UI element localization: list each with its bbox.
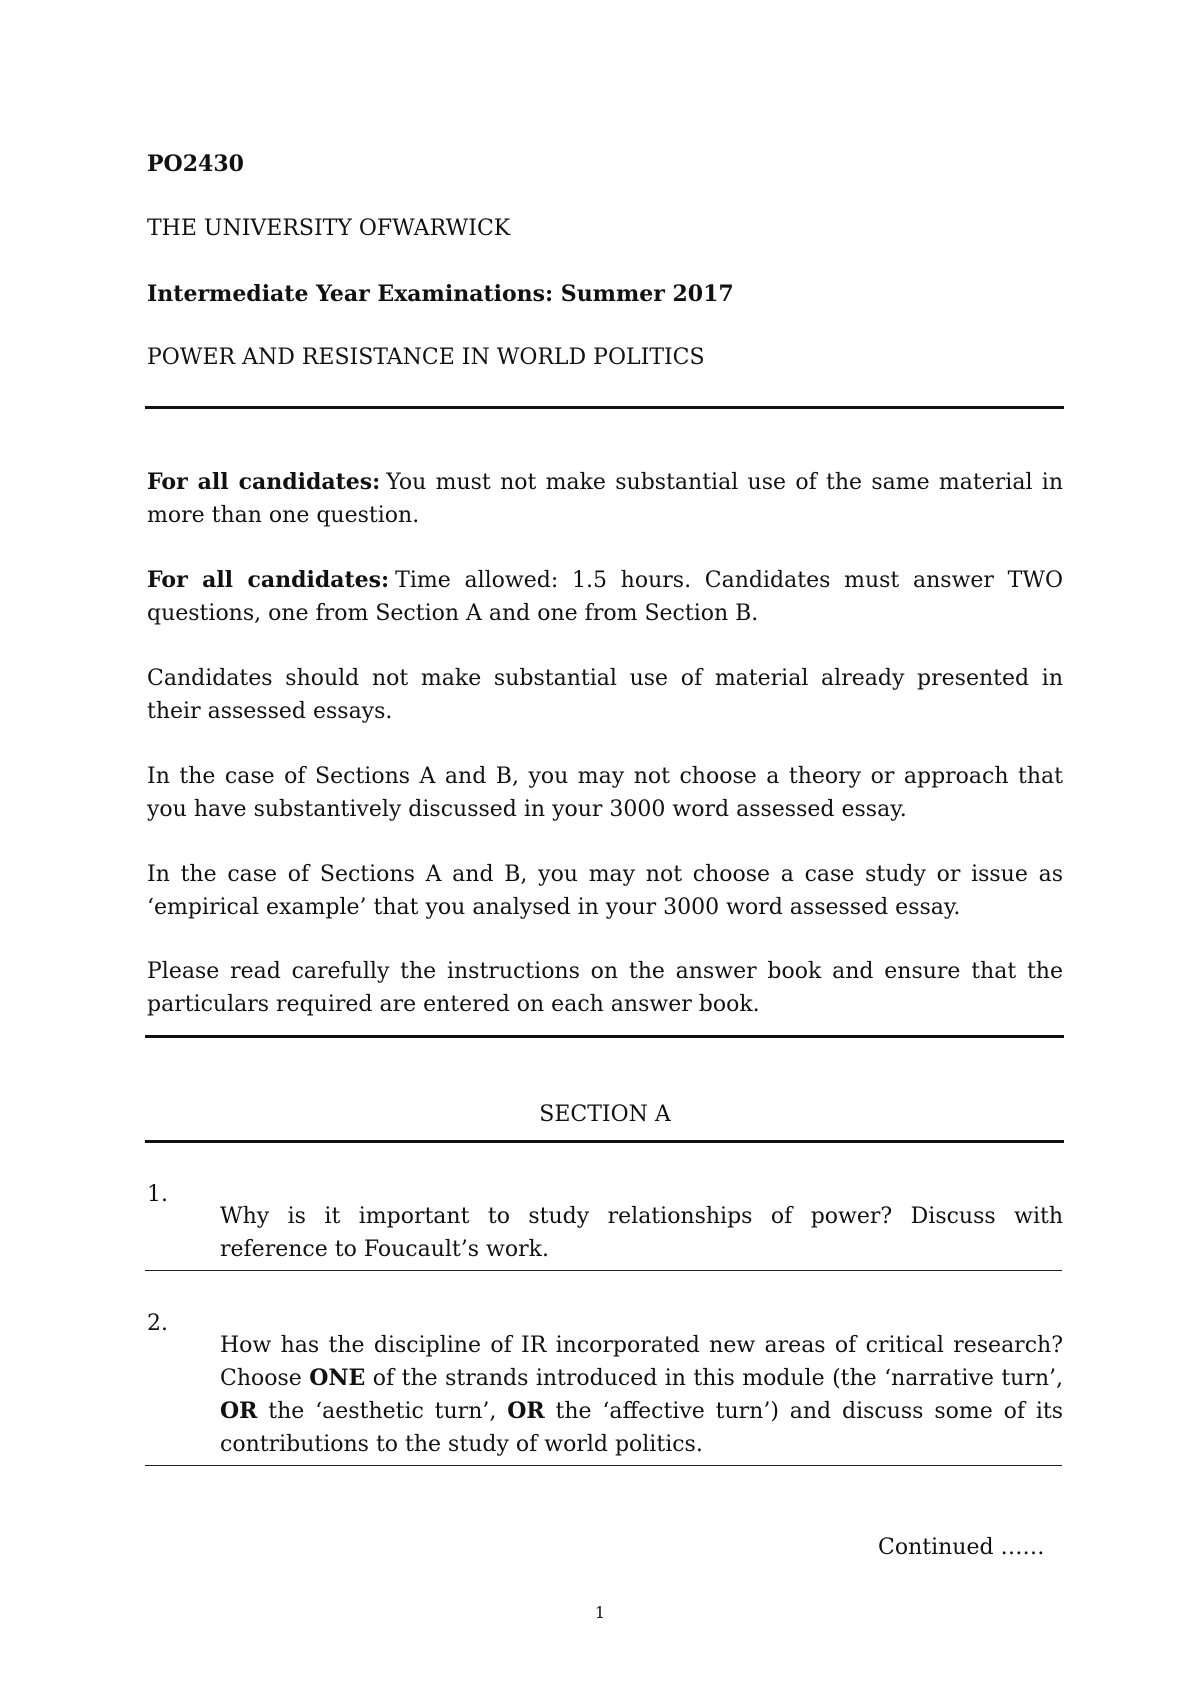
- question-2-part-4: the ‘affective turn’) and discuss some of its contributions to the study of world politics.: [220, 1399, 1063, 1457]
- question-2-emphasis-or-2: OR: [507, 1398, 545, 1424]
- page-number: 1: [594, 1603, 606, 1622]
- instruction-3: Candidates should not make substantial use of material already presented in their assessed essays.: [147, 666, 1063, 724]
- instruction-1: [147, 466, 1063, 532]
- question-2-text: [220, 1329, 1063, 1461]
- instruction-1-lead: For all candidates:: [147, 469, 381, 495]
- section-title: SECTION A: [539, 1102, 671, 1127]
- divider-section-bottom: [145, 1140, 1064, 1143]
- exam-title: Intermediate Year Examinations: Summer 2017: [147, 281, 734, 307]
- module-title: POWER AND RESISTANCE IN WORLD POLITICS: [147, 345, 705, 370]
- instruction-5: In the case of Sections A and B, you may not choose a case study or issue as ‘empirical example’ that you analysed in your 3000 word assessed essay.: [147, 862, 1063, 920]
- question-divider-2: [145, 1465, 1062, 1466]
- instruction-6: Please read carefully the instructions on the answer book and ensure that the particulars required are entered on each answer book.: [147, 959, 1063, 1017]
- question-2-emphasis-one: ONE: [309, 1365, 366, 1391]
- question-1-text: Why is it important to study relationships of power? Discuss with reference to Foucault’s work.: [220, 1204, 1063, 1262]
- question-2-part-2: of the strands introduced in this module (the ‘narrative turn’,: [365, 1366, 1064, 1391]
- instruction-2: [147, 564, 1063, 630]
- instruction-2-text: Time allowed: 1.5 hours. Candidates must answer TWO questions, one from Section A and one from Section B.: [147, 568, 1063, 626]
- question-2-emphasis-or-1: OR: [220, 1398, 258, 1424]
- instruction-4: In the case of Sections A and B, you may not choose a theory or approach that you have substantively discussed in your 3000 word assessed essay.: [147, 764, 1063, 822]
- divider-section-top: [145, 1035, 1064, 1038]
- instruction-2-lead: For all candidates:: [147, 567, 390, 593]
- question-2-part-1: How has the discipline of IR incorporated new areas of critical research? Choose: [220, 1333, 1063, 1391]
- question-1-number: 1.: [147, 1182, 168, 1207]
- module-code: PO2430: [147, 151, 244, 177]
- divider-top: [145, 406, 1064, 409]
- continued-note: Continued ……: [878, 1535, 1045, 1560]
- university-name: THE UNIVERSITY OFWARWICK: [147, 216, 511, 241]
- instruction-1-text: You must not make substantial use of the same material in more than one question.: [147, 470, 1063, 528]
- question-2-part-3: the ‘aesthetic turn’,: [257, 1399, 508, 1424]
- question-2-number: 2.: [147, 1311, 168, 1336]
- question-divider-1: [145, 1270, 1062, 1271]
